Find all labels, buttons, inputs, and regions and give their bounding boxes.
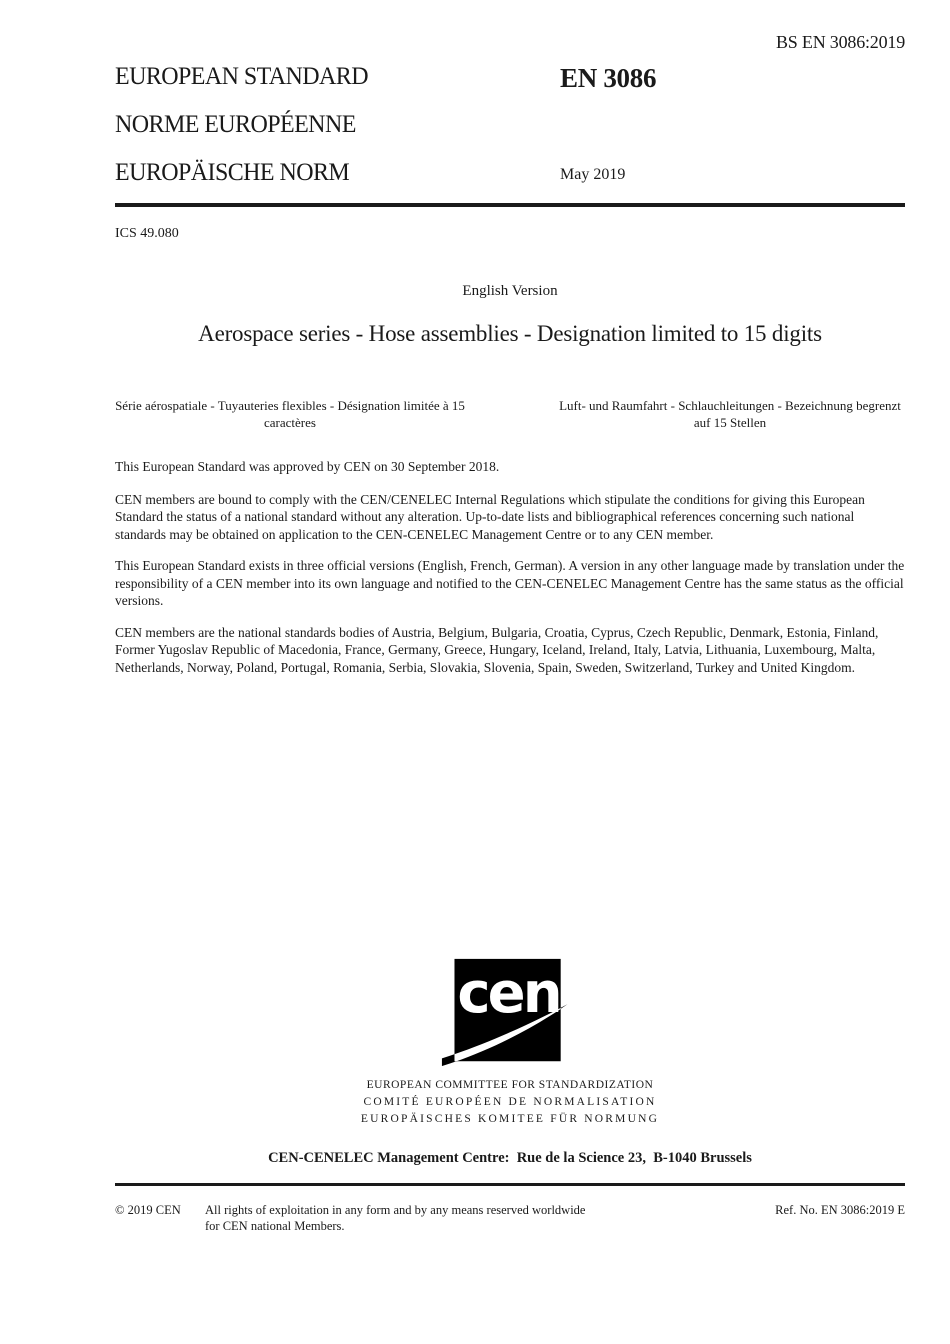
header	[115, 63, 905, 207]
header-row-1	[115, 63, 905, 111]
header-row-2	[115, 111, 905, 159]
header-row-3	[115, 159, 905, 207]
committee-name-fr: COMITÉ EUROPÉEN DE NORMALISATION	[363, 1096, 657, 1108]
standard-label-en: EUROPEAN STANDARD	[115, 63, 368, 90]
footer	[115, 1202, 905, 1234]
standard-label-de: EUROPÄISCHE NORM	[115, 159, 350, 186]
title-german: Luft- und Raumfahrt - Schlauchleitungen - Bezeichnung begrenzt auf 15 Stellen	[559, 398, 901, 430]
ics-code: ICS 49.080	[115, 226, 179, 241]
body-paragraph: CEN members are bound to comply with the CEN/CENELEC Internal Regulations which stipulate the conditions for giving this European Standard the status of a national standard without any alteration. Up-to-date lists and bibliographical references concerning such national standards may be obtained on application to the CEN-CENELEC Management Centre or to any CEN member.	[115, 491, 865, 542]
title-french: Série aérospatiale - Tuyauteries flexibles - Désignation limitée à 15 caractères	[115, 398, 465, 430]
cen-logo-block	[115, 958, 905, 1128]
footer-rule	[115, 1183, 905, 1186]
document-title: Aerospace series - Hose assemblies - Designation limited to 15 digits	[198, 321, 822, 346]
body-paragraph: This European Standard was approved by CEN on 30 September 2018.	[115, 459, 500, 474]
cen-logo-icon	[440, 958, 580, 1066]
standard-label-fr: NORME EUROPÉENNE	[115, 111, 356, 138]
management-centre-address: CEN-CENELEC Management Centre: Rue de la Science 23, B-1040 Brussels	[268, 1150, 752, 1166]
translated-titles	[115, 397, 905, 431]
version-label: English Version	[462, 283, 558, 299]
bs-reference: BS EN 3086:2019	[775, 32, 905, 52]
reference-number: Ref. No. EN 3086:2019 E	[775, 1203, 905, 1217]
committee-name-de: EUROPÄISCHES KOMITEE FÜR NORMUNG	[360, 1113, 660, 1125]
body-paragraph: This European Standard exists in three official versions (English, French, German). A version in any other language made by translation under the responsibility of a CEN member into its own language and notified to the CEN-CENELEC Management Centre has the same status as the official versions.	[115, 558, 905, 608]
rights-statement: All rights of exploitation in any form and by any means reserved worldwide for CEN national Members.	[205, 1203, 586, 1233]
cen-logo-text: cen	[457, 961, 560, 1026]
standard-number: EN 3086	[560, 63, 657, 93]
foreword-text	[115, 458, 907, 690]
header-rule	[115, 203, 905, 207]
committee-names	[115, 1077, 905, 1128]
publication-date: May 2019	[560, 166, 626, 183]
copyright-notice: © 2019 CEN	[115, 1203, 181, 1217]
committee-name-en: EUROPEAN COMMITTEE FOR STANDARDIZATION	[366, 1079, 654, 1091]
body-paragraph: CEN members are the national standards bodies of Austria, Belgium, Bulgaria, Croatia, Cyprus, Czech Republic, Denmark, Estonia, Finland, Former Yugoslav Republic of Macedonia, France, Germany, Greece, Hungary, Iceland, Ireland, Italy, Latvia, Lithuania, Luxembourg, Malta, Netherlands, Norway, Poland, Portugal, Romania, Serbia, Slovakia, Slovenia, Spain, Sweden, Switzerland, Turkey and United Kingdom.	[115, 624, 879, 675]
